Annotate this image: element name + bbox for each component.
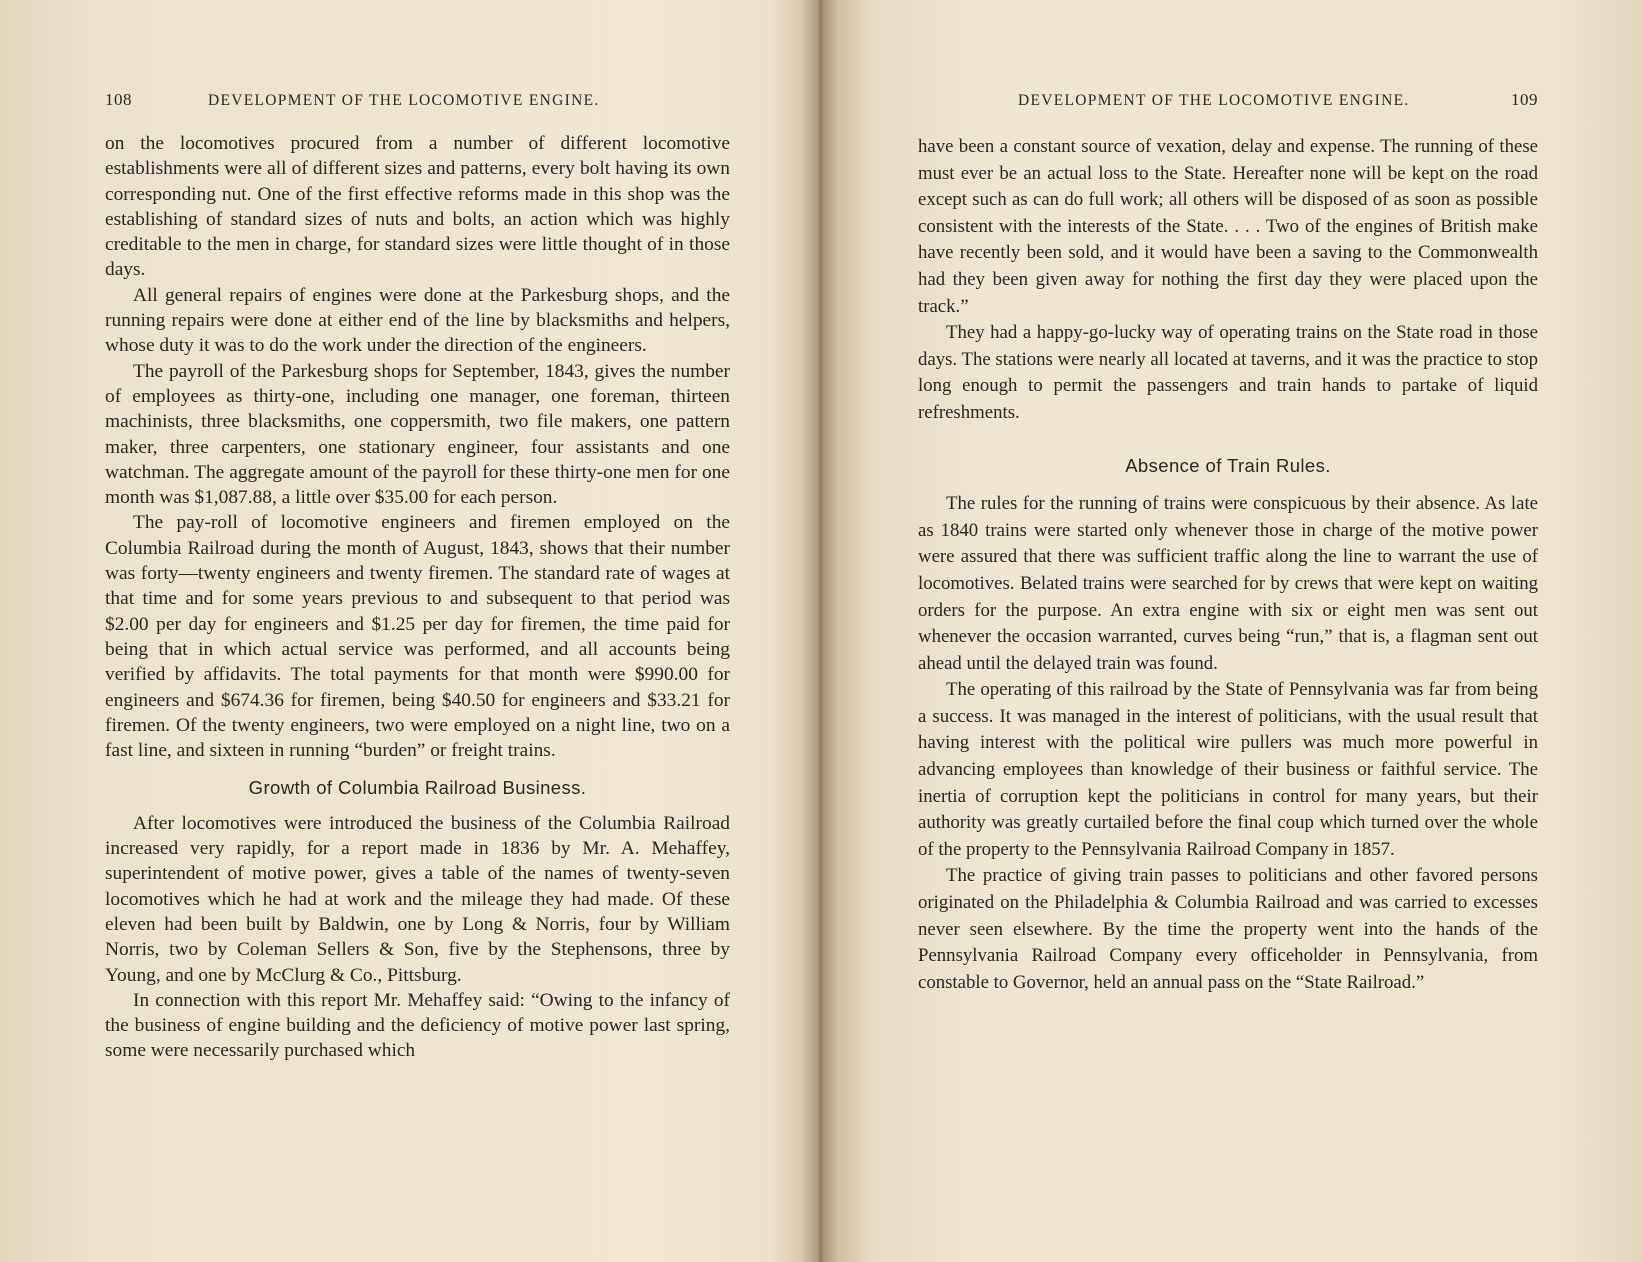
section-heading: Growth of Columbia Railroad Business. [248, 777, 587, 799]
paragraph: The practice of giving train passes to politicians and other favored persons originated on the Philadelphia & Columbia Railroad and was carried to excesses never seen elsewhere. By the time the property went into the hands of the Pennsylvania Railroad Company every officeholder in Pennsylvania, from constable to Governor, held an annual pass on the “State Railroad.” [918, 865, 1538, 993]
right-body-text [918, 134, 1538, 996]
left-running-title: DEVELOPMENT OF THE LOCOMOTIVE ENGINE. [208, 92, 600, 109]
left-running-head [105, 90, 730, 114]
book-gutter [800, 0, 840, 1262]
left-body-text [105, 131, 730, 1064]
left-page-number: 108 [105, 90, 132, 109]
paragraph: They had a happy-go-lucky way of operating trains on the State road in those days. The stations were nearly all located at taverns, and it was the practice to stop long enough to permit the passengers and train hands to partake of liquid refreshments. [918, 322, 1538, 423]
left-page [105, 0, 730, 1262]
paragraph: The payroll of the Parkesburg shops for September, 1843, gives the number of employees as thirty-one, including one manager, one foreman, thirteen machinists, three blacksmiths, one coppersmith, two file makers, one pattern maker, three carpenters, one stationary engineer, four assistants and one watchman. The aggregate amount of the payroll for these thirty-one men for one month was $1,087.88, a little over $35.00 for each person. [105, 360, 730, 509]
right-page [918, 0, 1538, 1262]
right-page-number: 109 [1511, 90, 1538, 109]
paragraph: The operating of this railroad by the State of Pennsylvania was far from being a success. It was managed in the interest of politicians, with the usual result that having interest with the political wire pullers was much more powerful in advancing employees than knowledge of their business or faithful service. The inertia of corruption kept the politicians in control for many years, but their authority was greatly curtailed before the final coup which turned over the whole of the property to the Pennsylvania Railroad Company in 1857. [918, 679, 1538, 860]
paragraph: All general repairs of engines were done at the Parkesburg shops, and the running repairs were done at either end of the line by blacksmiths and helpers, whose duty it was to do the work under the direction of the engineers. [105, 284, 730, 357]
paragraph: on the locomotives procured from a number of different locomotive establishments were all of different sizes and patterns, every bolt having its own corresponding nut. One of the first effective reforms made in this shop was the establishing of standard sizes of nuts and bolts, an action which was highly creditable to the men in charge, for standard sizes were little thought of in those days. [105, 133, 730, 281]
paragraph: After locomotives were introduced the business of the Columbia Railroad increased very rapidly, for a report made in 1836 by Mr. A. Mehaffey, superintendent of motive power, gives a table of the names of twenty-seven locomotives which he had at work and the mileage they had made. Of these eleven had been built by Baldwin, one by Long & Norris, four by William Norris, two by Coleman Sellers & Son, five by the Stephensons, three by Young, and one by McClurg & Co., Pittsburg. [105, 812, 730, 986]
paragraph: The pay-roll of locomotive engineers and firemen employed on the Columbia Railroad during the month of August, 1843, shows that their number was forty—twenty engineers and twenty firemen. The standard rate of wages at that time and for some years previous to and subsequent to that period was $2.00 per day for engineers and $1.25 per day for firemen, the time paid for being that in which actual service was performed, and all accounts being verified by affidavits. The total payments for that month were $990.00 for engineers and $674.36 for firemen, being $40.50 for engineers and $33.21 for firemen. Of the twenty engineers, two were employed on a night line, two on a fast line, and sixteen in running “burden” or freight trains. [105, 512, 730, 762]
section-heading: Absence of Train Rules. [1125, 454, 1331, 476]
right-running-head [918, 90, 1538, 114]
paragraph: In connection with this report Mr. Mehaffey said: “Owing to the infancy of the business of engine building and the deficiency of motive power last spring, some were necessarily purchased which [105, 989, 730, 1062]
paragraph: have been a constant source of vexation, delay and expense. The running of these must ever be an actual loss to the State. Hereafter none will be kept on the road except such as can do full work; all others will be disposed of as soon as possible consistent with the interests of the State. . . . Two of the engines of British make have recently been sold, and it would have been a saving to the Commonwealth had they been given away for nothing the first day they were placed upon the track.” [918, 136, 1538, 317]
right-running-title: DEVELOPMENT OF THE LOCOMOTIVE ENGINE. [1018, 92, 1410, 109]
paragraph: The rules for the running of trains were conspicuous by their absence. As late as 1840 trains were started only whenever those in charge of the motive power were assured that there was sufficient traffic along the line to warrant the use of locomotives. Belated trains were searched for by crews that were kept on waiting orders for the purpose. An extra engine with six or eight men was sent out whenever the occasion warranted, curves being “run,” that is, a flagman sent out ahead until the delayed train was found. [918, 493, 1538, 674]
